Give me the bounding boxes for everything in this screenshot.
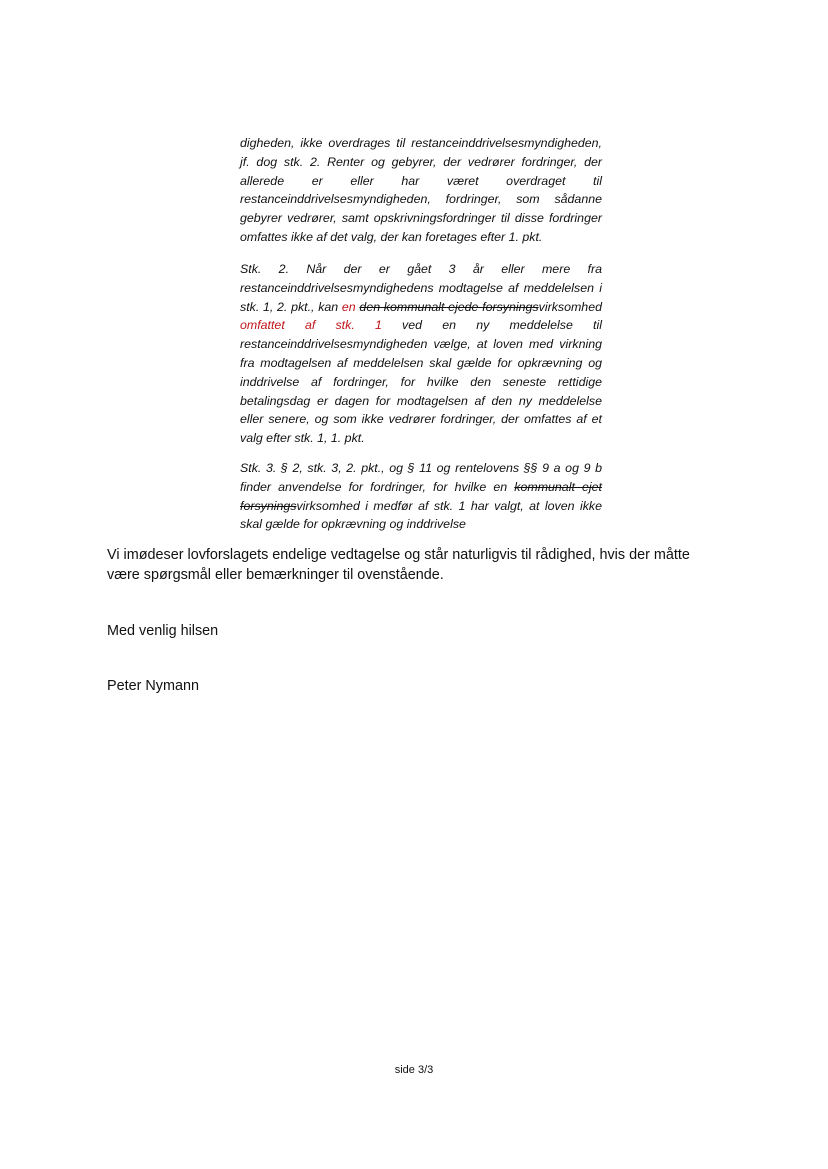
quoted-paragraph-1 bbox=[240, 134, 602, 247]
quote-segment: virksomhed i medfør af stk. 1 har valgt, at loven ikke skal gælde for opkrævning og inddrivelse bbox=[240, 498, 602, 532]
inserted-text: en bbox=[341, 299, 356, 314]
closing-paragraph: Vi imødeser lovforslagets endelige vedtagelse og står naturligvis til rådighed, hvis der måtte være spørgsmål eller bemærkninger til ovenstående. bbox=[107, 547, 690, 583]
quote-segment: virksomhed bbox=[538, 299, 602, 314]
deleted-text: kommunalt ejet forsynings bbox=[240, 479, 602, 513]
page-number: side 3/3 bbox=[394, 1064, 434, 1076]
quoted-paragraph-stk-3 bbox=[240, 459, 602, 534]
inserted-text: omfattet af stk. 1 bbox=[240, 318, 382, 333]
quote-segment: Stk. 2. Når der er gået 3 år eller mere fra restanceinddrivelsesmyndighedens modtagelse af meddelelsen i stk. 1, 2. pkt., kan bbox=[240, 262, 602, 314]
deleted-text: den kommunalt ejede forsynings bbox=[359, 299, 539, 314]
quoted-paragraph-stk-2 bbox=[240, 260, 602, 448]
quote-segment: ved en ny meddelelse til restanceinddrivelsesmyndigheden vælge, at loven med virkning fra modtagelsen af meddelelsen skal gælde for opkrævning og inddrivelse af fordringer, for hvilke den seneste rettidige betalingsdag er dagen for modtagelsen af den ny meddelelse eller senere, og som ikke vedrører fordringer, der omfattes af et valg efter stk. 1, 1. pkt. bbox=[240, 318, 602, 446]
quote-segment: Stk. 3. § 2, stk. 3, 2. pkt., og § 11 og rentelovens §§ 9 a og 9 b finder anvendelse for fordringer, for hvilke en bbox=[240, 461, 602, 494]
quote-text bbox=[240, 260, 602, 448]
greeting: Med venlig hilsen bbox=[107, 623, 219, 639]
quote-text: digheden, ikke overdrages til restanceinddrivelsesmyndigheden, jf. dog stk. 2. Renter og gebyrer, der vedrører fordringer, der allerede er eller har været overdraget til restanceinddrivelsesmyndigheden, fordringer, som sådanne gebyrer vedrører, samt opskrivningsfordringer til disse fordringer omfattes ikke af det valg, der kan foretages efter 1. pkt. bbox=[240, 136, 602, 244]
quote-text bbox=[240, 459, 602, 534]
signer-name: Peter Nymann bbox=[107, 678, 199, 694]
